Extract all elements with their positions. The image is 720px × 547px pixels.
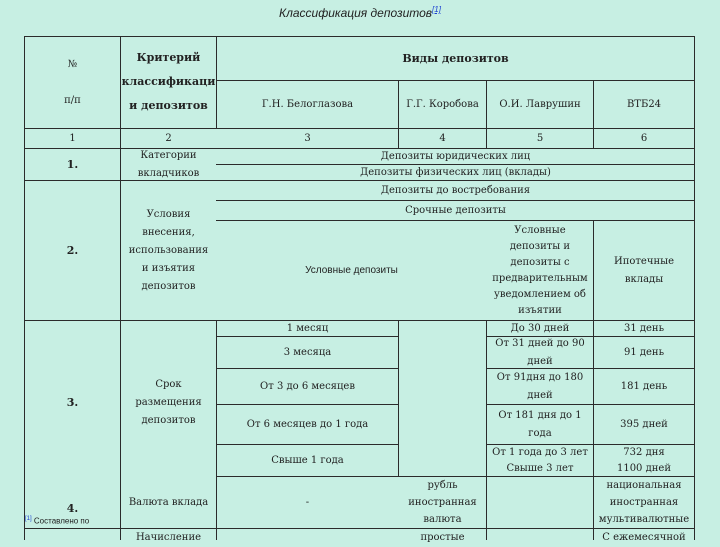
row3-term-4: От 6 месяцев до 1 года xyxy=(246,418,369,430)
row3-lavrushin-6: Свыше 3 лет xyxy=(506,462,574,474)
row3-number: 3. xyxy=(66,395,79,409)
row4-vtb-value: национальная иностранная мультивалютные xyxy=(598,480,690,525)
row5-vtb-value: С ежемесячной xyxy=(602,532,686,543)
row3-criterion: Срок размещения депозитов xyxy=(135,378,202,426)
row2-number: 2. xyxy=(66,243,79,257)
row3-vtb-3: 181 день xyxy=(620,380,668,392)
header-deposit-types: Виды депозитов xyxy=(402,51,509,65)
row1-individuals: Депозиты физических лиц (вклады) xyxy=(360,166,551,178)
row3-vtb-1: 31 день xyxy=(623,322,665,334)
col-number-3: 3 xyxy=(304,132,311,144)
document-title: Классификация депозитов[1] xyxy=(279,5,441,20)
row3-lavrushin-4: От 181 дня до 1 года xyxy=(498,409,582,439)
row4-number: 4. xyxy=(66,502,79,515)
row2-conditional-deposits: Условные депозиты xyxy=(305,264,398,276)
col-number-2: 2 xyxy=(165,132,172,144)
row3-vtb-2: 91 день xyxy=(623,346,665,358)
row3-lavrushin-5: От 1 года до 3 лет xyxy=(492,446,588,458)
row3-vtb-4: 395 дней xyxy=(620,418,668,430)
row5-criterion: Начисление xyxy=(135,532,202,543)
row3-lavrushin-2: От 31 дней до 90 дней xyxy=(495,337,585,367)
row1-legal-entities: Депозиты юридических лиц xyxy=(380,150,531,162)
row2-criterion: Условия внесения, использования и изъятия депозитов xyxy=(128,208,209,292)
header-number: № п/п xyxy=(64,59,81,106)
row3-vtb-5: 732 дня xyxy=(623,446,665,458)
footnote-text: Составлено по xyxy=(33,516,90,526)
footnote-ref[interactable]: [1] xyxy=(25,516,32,522)
row1-criterion: Категории вкладчиков xyxy=(137,149,200,179)
row3-lavrushin-3: От 91дня до 180 дней xyxy=(496,371,584,401)
footnote xyxy=(25,516,89,526)
row2-term-deposits: Срочные депозиты xyxy=(405,204,506,216)
header-author-2: Г.Г. Коробова xyxy=(406,98,479,110)
row4-belogl-value: - xyxy=(305,496,310,508)
row1-number: 1. xyxy=(66,157,79,171)
col-number-5: 5 xyxy=(536,132,544,144)
row3-term-1: 1 месяц xyxy=(286,322,329,334)
row2-demand-deposits: Депозиты до востребования xyxy=(380,184,531,196)
row2-savings-deposits: Ипотечные вклады xyxy=(613,255,674,285)
header-author-1: Г.Н. Белоглазова xyxy=(261,98,354,110)
col-number-4: 4 xyxy=(439,132,446,144)
row3-vtb-6: 1100 дней xyxy=(616,462,672,474)
row3-term-2: 3 месяца xyxy=(283,346,332,358)
row3-term-5: Свыше 1 года xyxy=(271,454,344,466)
row5-korobova-value: простые xyxy=(420,532,465,543)
row3-term-3: От 3 до 6 месяцев xyxy=(260,380,355,392)
row4-korobova-value: рубль иностранная валюта xyxy=(408,480,477,525)
col-number-6: 6 xyxy=(640,132,648,144)
row3-lavrushin-1: До 30 дней xyxy=(510,322,570,334)
col-number-1: 1 xyxy=(69,132,76,144)
row4-criterion: Валюта вклада xyxy=(128,496,209,508)
header-author-4: ВТБ24 xyxy=(626,98,662,110)
header-criterion: Критерий классификаци и депозитов xyxy=(121,51,216,112)
header-author-3: О.И. Лаврушин xyxy=(499,98,581,110)
row2-conditional-notice: Условные депозиты и депозиты с предварительным уведомлением об изъятии xyxy=(492,224,588,316)
title-footnote-link[interactable]: [1] xyxy=(432,5,441,14)
